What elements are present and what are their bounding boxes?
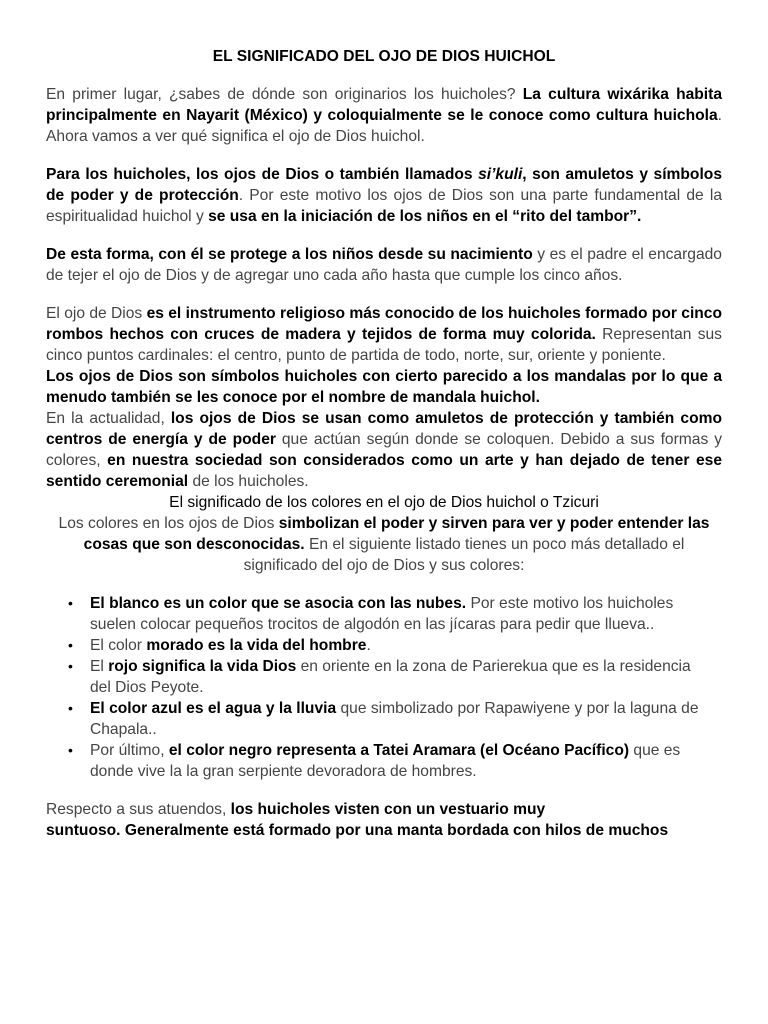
- list-item: • El color morado es la vida del hombre.: [68, 637, 371, 654]
- paragraph-amulets: Para los huicholes, los ojos de Dios o también llamados si’kuli, son amuletos y símbolos de poder y de protección. Por este motivo los ojos de Dios son una parte fundamental de la espiritualidad huichol y se usa en la iniciación de los niños en el “rito del tambor”.: [46, 166, 722, 225]
- paragraph-mandala: Los ojos de Dios son símbolos huicholes con cierto parecido a los mandalas por lo que a menudo también se les conoce por el nombre de mandala huichol.: [46, 368, 722, 406]
- list-item: • Por último, el color negro representa a Tatei Aramara (el Océano Pacífico) que es donde vive la la gran serpiente devoradora de hombres.: [68, 742, 681, 780]
- bullet-icon: •: [68, 742, 73, 758]
- document-page: [46, 46, 722, 841]
- paragraph-today: En la actualidad, los ojos de Dios se usan como amuletos de protección y también como centros de energía y de poder que actúan según donde se coloquen. Debido a sus formas y colores, en nuestra sociedad son considerados como un arte y han dejado de tener ese sentido ceremonial de los huicholes.: [46, 410, 722, 490]
- bullet-icon: •: [68, 700, 73, 716]
- paragraph-origin: En primer lugar, ¿sabes de dónde son originarios los huicholes? La cultura wixárika habita principalmente en Nayarit (México) y coloquialmente se le conoce como cultura huichola. Ahora vamos a ver qué significa el ojo de Dios huichol.: [46, 86, 722, 145]
- bullet-icon: •: [68, 658, 73, 674]
- paragraph-protection: De esta forma, con él se protege a los niños desde su nacimiento y es el padre el encargado de tejer el ojo de Dios y de agregar uno cada año hasta que cumple los cinco años.: [46, 246, 722, 284]
- list-item: • El blanco es un color que se asocia con las nubes. Por este motivo los huicholes suelen colocar pequeños trocitos de algodón en las jícaras para pedir que llueva..: [68, 595, 674, 633]
- section-subheading: El significado de los colores en el ojo de Dios huichol o Tzicuri: [169, 494, 599, 511]
- paragraph-attire: Respecto a sus atuendos, los huicholes visten con un vestuario muy suntuoso. Generalmente está formado por una manta bordada con hilos de muchos: [46, 801, 669, 839]
- bullet-icon: •: [68, 595, 73, 611]
- bullet-icon: •: [68, 637, 73, 653]
- paragraph-instrument: El ojo de Dios es el instrumento religioso más conocido de los huicholes formado por cinco rombos hechos con cruces de madera y tejidos de forma muy colorida. Representan sus cinco puntos cardinales: el centro, punto de partida de todo, norte, sur, oriente y poniente.: [46, 305, 722, 364]
- document-title: EL SIGNIFICADO DEL OJO DE DIOS HUICHOL: [212, 48, 556, 65]
- colors-list: [46, 593, 722, 782]
- paragraph-colors-intro: Los colores en los ojos de Dios simbolizan el poder y sirven para ver y poder entender las cosas que son desconocidas. En el siguiente listado tienes un poco más detallado el significado del ojo de Dios y sus colores:: [58, 515, 710, 574]
- list-item: • El color azul es el agua y la lluvia que simbolizado por Rapawiyene y por la laguna de Chapala..: [68, 700, 699, 738]
- list-item: • El rojo significa la vida Dios en oriente en la zona de Parierekua que es la residencia del Dios Peyote.: [68, 658, 691, 696]
